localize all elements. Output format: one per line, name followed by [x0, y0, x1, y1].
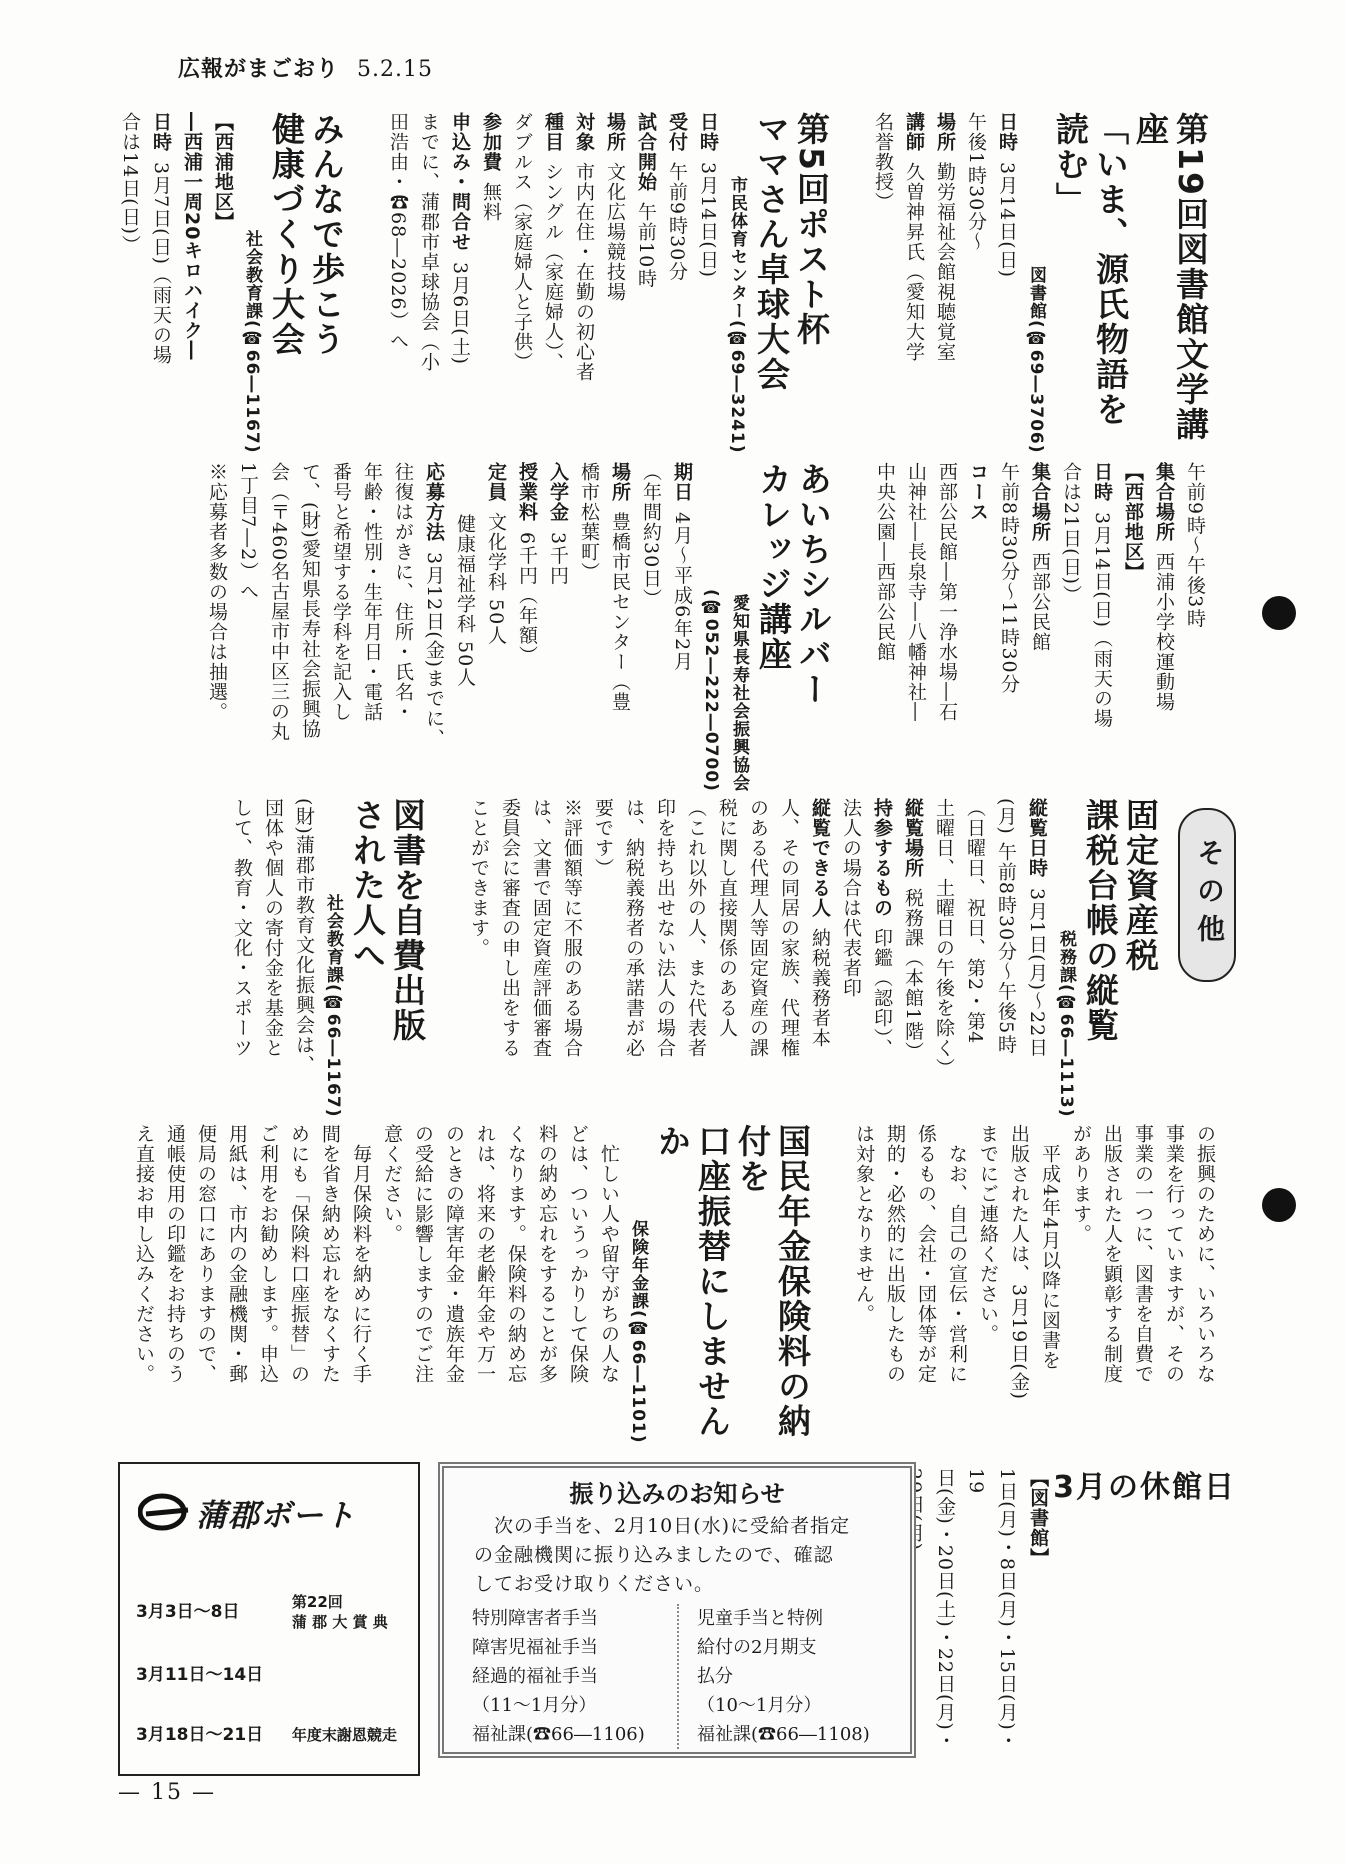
- field-value: （年間約30日）: [640, 462, 662, 609]
- field-value: 市内在住・在勤の初心者: [573, 162, 595, 382]
- pension-article: [128, 1124, 812, 1444]
- tax-article: [463, 798, 1160, 1118]
- boat-name: 蒲郡ボート: [196, 1497, 356, 1534]
- field-value: 午前9時30分: [666, 162, 688, 282]
- body-line: なお、自己の宣伝・営利に: [946, 1124, 968, 1384]
- note-text: ことができます。: [468, 798, 490, 958]
- field-value: 午前10時: [635, 202, 657, 289]
- field-value: （日曜日、祝日、第2・第4: [964, 798, 986, 1045]
- field-value: 法人の場合は代表者印: [840, 798, 862, 998]
- body-line: めにも「保険料口座振替」の: [288, 1124, 310, 1384]
- body-line: のときの障害年金・遺族年金: [443, 1124, 465, 1384]
- field-value: 午前8時30分～11時30分: [998, 462, 1020, 694]
- field-label: 定員: [485, 462, 507, 502]
- band-fourth: [110, 1124, 1220, 1444]
- article-org: 愛知県長寿社会振興協会: [729, 594, 749, 792]
- field-label: 日時: [996, 112, 1018, 152]
- body-line: (財)蒲郡市教育文化振興会は、: [293, 798, 315, 1075]
- body-line: え直接お申し込みください。: [133, 1124, 155, 1384]
- field-value: は、納税義務者の承諾書が必: [623, 798, 645, 1058]
- field-value: 印鑑（認印）、: [871, 928, 893, 1059]
- band-third: [110, 798, 1160, 1118]
- field-label: 対象: [573, 112, 595, 152]
- field-value: 田浩由・☎68―2026）へ: [387, 112, 409, 351]
- field-label: 入学金: [547, 462, 569, 522]
- body-line: 料の納め忘れをすることが多: [536, 1124, 558, 1384]
- pingpong-article: [382, 112, 831, 454]
- article-org: 社会教育課(☎66―1167): [242, 230, 262, 454]
- article-title: 図書を自費出版: [388, 798, 427, 1043]
- body-line: 通帳使用の印鑑をお持ちのう: [164, 1124, 186, 1384]
- race-event: 第22回: [291, 1593, 343, 1611]
- punch-hole-dot: [1262, 596, 1296, 630]
- note-text: ※評価額等に不服のある場合: [561, 798, 583, 1058]
- field-label: 日時: [150, 112, 172, 152]
- boat-race-box: [118, 1462, 420, 1776]
- field-label: 縦覧場所: [902, 798, 924, 878]
- body-line: 出版された人は、3月19日(金): [1008, 1124, 1030, 1401]
- field-value: 3月6日(土): [449, 262, 471, 366]
- field-value: （これ以外の人、また代表者: [685, 798, 707, 1058]
- closed-days-title: 3月の休館日: [1053, 1470, 1236, 1505]
- body-line: 事業の一つに、図書を自費で: [1132, 1124, 1154, 1384]
- body-line: ご利用をお勧めします。申込: [257, 1124, 279, 1384]
- field-value: 6千円（年額）: [516, 532, 538, 666]
- field-value: 午前9時～午後3時: [1184, 462, 1206, 629]
- field-value: 西浦小学校運動場: [1153, 552, 1175, 712]
- field-value: 1丁目7―2）へ: [237, 462, 259, 602]
- field-value: 山神社―長泉寺―八幡神社―: [905, 462, 927, 722]
- course-heading: ―西浦一周20キロハイク―: [181, 112, 203, 361]
- notice-left-column: [472, 1604, 677, 1749]
- field-value: 午後1時30分～: [965, 112, 987, 252]
- notice-line: の金融機関に振り込みましたので、確認: [474, 1544, 834, 1566]
- article-org: 保険年金課(☎66―1101): [628, 1220, 648, 1444]
- body-line: があります。: [1070, 1124, 1092, 1244]
- college-article: [201, 462, 833, 792]
- field-label: 縦覧日時: [1026, 798, 1048, 878]
- field-label: 参加費: [480, 112, 502, 172]
- field-value: のある代理人等固定資産の課: [747, 798, 769, 1058]
- field-value: 3千円: [547, 532, 569, 586]
- field-value: 税に関し直接関係のある人: [716, 798, 738, 1038]
- page-number: — 15 —: [118, 1780, 216, 1805]
- field-label: 授業料: [516, 462, 538, 522]
- boat-logo-icon: [138, 1492, 190, 1532]
- area-heading: 【西部地区】: [1122, 462, 1144, 582]
- field-value: 3月14日(日)（雨天の場: [1091, 512, 1113, 729]
- field-value: 西部公民館―第一浄水場―石: [936, 462, 958, 722]
- field-value: て、(財)愛知県長寿社会振興協: [299, 462, 321, 739]
- band-top: [110, 112, 1210, 454]
- field-value: 中央公園―西部公民館: [874, 462, 896, 662]
- article-org: 市民体育センター(☎69―3241): [727, 176, 747, 454]
- issue-date: 5.2.15: [357, 57, 433, 82]
- field-value: 3月1日(月)～22日: [1026, 888, 1048, 1058]
- body-line: 団体や個人の寄付金を基金と: [262, 798, 284, 1058]
- body-line: 期的・必然的に出版したもの: [884, 1124, 906, 1384]
- article-title: 固定資産税: [1121, 798, 1160, 973]
- allowance-contact: 福祉課(☎66―1108): [697, 1724, 870, 1745]
- boat-logo: [138, 1482, 398, 1542]
- field-value: 久曽神昇氏（愛知大学: [903, 162, 925, 362]
- note-text: は、文書で固定資産評価審査: [530, 798, 552, 1058]
- body-line: れは、将来の老齢年金や万一: [474, 1124, 496, 1384]
- race-dates: 3月3日～8日: [136, 1602, 240, 1622]
- field-label: 日時: [1091, 462, 1113, 502]
- body-line: 忙しい人や留守がちの人な: [598, 1124, 620, 1384]
- field-value: 往復はがきに、住所・氏名・: [392, 462, 414, 722]
- article-org: 税務課(☎66―1113): [1056, 930, 1076, 1118]
- race-dates: 3月11日～14日: [136, 1665, 264, 1685]
- article-title: 第5回ポスト杯: [792, 112, 831, 347]
- boat-schedule-row: [136, 1660, 286, 1685]
- field-value: ダブルス（家庭婦人と子供）: [511, 112, 533, 372]
- body-line: 意ください。: [381, 1124, 403, 1244]
- article-title: 健康づくり大会: [267, 112, 306, 357]
- field-label: 場所: [934, 112, 956, 152]
- allowance-name: 経過的福祉手当: [472, 1666, 598, 1687]
- selfpub-article: [226, 798, 427, 1118]
- area-heading: 【西浦地区】: [212, 112, 234, 232]
- allowance-name: 障害児福祉手当: [472, 1637, 598, 1658]
- library-closed-days: 1日(月)・8日(月)・15日(月)・19: [965, 1468, 1019, 1751]
- article-title: された人へ: [348, 798, 387, 973]
- field-label: コース: [967, 462, 989, 522]
- field-label: 集合場所: [1029, 462, 1051, 542]
- field-value: 橋市松葉町）: [578, 462, 600, 582]
- field-label: 試合開始: [635, 112, 657, 192]
- article-title: 国民年金保険料の納付を: [733, 1124, 812, 1439]
- field-value: 名誉教授）: [872, 112, 894, 212]
- article-title: 第19回図書館文学講座: [1131, 112, 1210, 442]
- allowance-name: 払分: [697, 1666, 733, 1687]
- field-value: 年齢・性別・生年月日・電話: [361, 462, 383, 722]
- field-value: 土曜日、土曜日の午後を除く）: [933, 798, 955, 1078]
- field-value: 文化学科 50人: [485, 512, 507, 646]
- punch-hole-dot: [1262, 1188, 1296, 1222]
- body-line: の振興のために、いろいろな: [1194, 1124, 1216, 1384]
- body-line: 毎月保険料を納めに行く手: [350, 1124, 372, 1384]
- walk-article: [114, 112, 346, 454]
- field-value: 印を持ち出せない法人の場合: [654, 798, 676, 1058]
- allowance-period: （10～1月分）: [697, 1695, 822, 1716]
- field-value: 3月12日(金)までに、: [423, 552, 445, 749]
- body-line: 間を省き納め忘れをなくすた: [319, 1124, 341, 1384]
- body-line: 出版された人を顕彰する制度: [1101, 1124, 1123, 1384]
- boat-schedule-row: [136, 1720, 397, 1745]
- article-org: 社会教育課(☎66―1167): [323, 894, 343, 1118]
- field-value: までに、蒲郡市卓球協会（小: [418, 112, 440, 372]
- body-line: 平成4年4月以降に図書を: [1039, 1124, 1061, 1371]
- field-label: 受付: [666, 112, 688, 152]
- allowance-period: （11～1月分）: [472, 1695, 597, 1716]
- body-line: までにご連絡ください。: [977, 1124, 999, 1344]
- field-value: 要です）: [592, 798, 614, 878]
- transfer-notice-box: [438, 1462, 916, 1758]
- field-value: 人、その同居の家族、代理権: [778, 798, 800, 1058]
- field-label: 場所: [604, 112, 626, 152]
- notice-line: 次の手当を、2月10日(水)に受給者指定: [494, 1515, 851, 1537]
- field-label: 応募方法: [423, 462, 445, 542]
- field-value: 会（〒460名古屋市中区三の丸: [268, 462, 290, 742]
- article-title: ママさん卓球大会: [752, 112, 791, 392]
- field-value: 4月～平成6年2月: [671, 512, 693, 672]
- notice-title: 振り込みのお知らせ: [569, 1480, 785, 1508]
- allowance-name: 特別障害者手当: [472, 1608, 598, 1629]
- boat-schedule-row: [136, 1592, 388, 1632]
- walk-article-continued: [869, 462, 1210, 792]
- selfpub-article-continued: [848, 1124, 1220, 1444]
- field-value: シングル（家庭婦人）、: [542, 162, 564, 373]
- race-event: 年度末謝恩競走: [291, 1726, 397, 1744]
- field-label: 期日: [671, 462, 693, 502]
- body-line: 用紙は、市内の金融機関・郵: [226, 1124, 248, 1384]
- allowance-contact: 福祉課(☎66―1106): [472, 1724, 645, 1745]
- body-line: して、教育・文化・スポーツ: [231, 798, 253, 1058]
- field-value: 番号と希望する学科を記入し: [330, 462, 352, 722]
- body-line: は対象となりません。: [853, 1124, 875, 1324]
- field-value: 合は14日(日)）: [119, 112, 141, 256]
- field-value: 3月14日(日): [996, 162, 1018, 279]
- body-line: の受給に影響しますのでご注: [412, 1124, 434, 1384]
- field-label: 講師: [903, 112, 925, 152]
- field-value: 税務課（本館1階）: [902, 888, 924, 1062]
- article-title: 課税台帳の縦覧: [1081, 798, 1120, 1043]
- field-value: (月) 午前8時30分～午後5時: [995, 798, 1017, 1055]
- body-line: 便局の窓口にありますので、: [195, 1124, 217, 1384]
- library-lecture-article: [867, 112, 1210, 454]
- field-value: 文化広場競技場: [604, 162, 626, 302]
- race-event: 蒲 郡 大 賞 典: [291, 1613, 388, 1631]
- field-value: 合は21日(日)）: [1060, 462, 1082, 606]
- body-line: 事業を行っていますが、その: [1163, 1124, 1185, 1384]
- note-text: 委員会に審査の申し出をする: [499, 798, 521, 1058]
- article-tel: (☎052―222―0700): [701, 589, 721, 792]
- field-label: 縦覧できる人: [809, 798, 831, 918]
- notice-right-column: [677, 1604, 902, 1749]
- field-value: 納税義務者本: [809, 928, 831, 1048]
- field-label: 申込み・問合せ: [449, 112, 471, 252]
- field-label: 場所: [609, 462, 631, 502]
- body-line: 係るもの、会社・団体等が定: [915, 1124, 937, 1384]
- library-closed-heading: 【図書館】: [1027, 1468, 1050, 1568]
- page-header: [178, 52, 433, 83]
- article-title: 口座振替にしませんか: [653, 1124, 732, 1439]
- body-line: どは、ついうっかりして保険: [567, 1124, 589, 1384]
- field-value: 豊橋市民センター（豊: [609, 512, 631, 712]
- field-value: 西部公民館: [1029, 552, 1051, 652]
- allowance-name: 児童手当と特例: [697, 1608, 823, 1629]
- field-label: 集合場所: [1153, 462, 1175, 542]
- article-org: 図書館(☎69―3706): [1026, 266, 1046, 454]
- field-value: 3月14日(日): [697, 162, 719, 279]
- notice-line: してお受け取りください。: [474, 1573, 715, 1595]
- article-title: カレッジ講座: [754, 462, 793, 672]
- newsletter-title: 広報がまごおり: [178, 57, 340, 82]
- field-value: 勤労福祉会館視聴覚室: [934, 162, 956, 362]
- field-label: 種目: [542, 112, 564, 152]
- race-dates: 3月18日～21日: [136, 1725, 264, 1745]
- field-value: 健康福祉学科 50人: [454, 514, 476, 688]
- field-label: 持参するもの: [871, 798, 893, 918]
- article-title: みんなで歩こう: [307, 112, 346, 357]
- library-closed-days: 日(金)・20日(土)・22日(月)・: [934, 1468, 957, 1751]
- article-title: 「いま、源氏物語を読む」: [1051, 112, 1130, 427]
- field-value: 3月7日(日)（雨天の場: [150, 162, 172, 366]
- allowance-name: 給付の2月期支: [697, 1637, 817, 1658]
- field-value: 無料: [480, 182, 502, 222]
- section-label-other: その他: [1178, 808, 1236, 982]
- body-line: くなります。保険料の納め忘: [505, 1124, 527, 1384]
- band-second: [110, 462, 1210, 792]
- field-label: 日時: [697, 112, 719, 152]
- note-text: ※応募者多数の場合は抽選。: [206, 462, 228, 722]
- article-title: あいちシルバー: [794, 462, 833, 707]
